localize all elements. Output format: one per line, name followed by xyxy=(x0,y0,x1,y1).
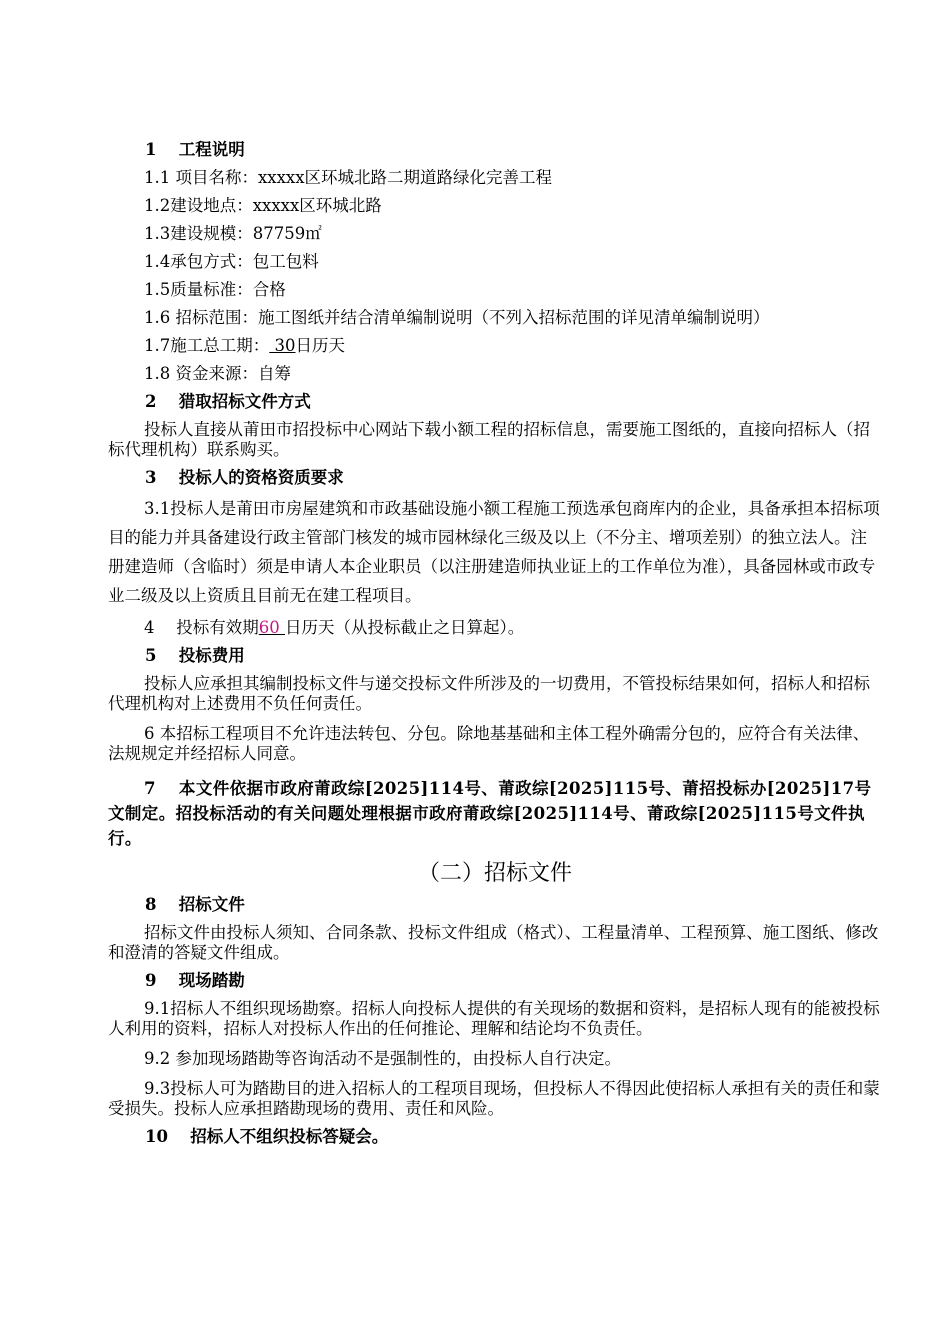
section-5-body: 投标人应承担其编制投标文件与递交投标文件所涉及的一切费用，不管投标结果如何，招标人和招标代理机构对上述费用不负任何责任。 xyxy=(108,674,870,713)
item-1-6: 1.6 招标范围：施工图纸并结合清单编制说明（不列入招标范围的详见清单编制说明） xyxy=(144,308,770,327)
item-1-5: 1.5质量标准：合格 xyxy=(144,280,286,299)
section-8-body: 招标文件由投标人须知、合同条款、投标文件组成（格式）、工程量清单、工程预算、施工图纸、修改和澄清的答疑文件组成。 xyxy=(108,923,879,962)
item-1-4: 1.4承包方式：包工包料 xyxy=(144,252,319,271)
validity-unit: 日历天（从投标截止之日算起）。 xyxy=(285,618,525,637)
section-10-heading: 10 招标人不组织投标答疑会。 xyxy=(145,1127,389,1146)
period-value: 30 xyxy=(269,336,296,355)
section-1-heading: 1 工程说明 xyxy=(145,140,245,159)
document-body xyxy=(108,140,882,1147)
section-3-body: 3.1投标人是莆田市房屋建筑和市政基础设施小额工程施工预选承包商库内的企业，具备承担本招标项目的能力并具备建设行政主管部门核发的城市园林绿化三级及以上（不分主、增项差别）的独立法人。注册建造师（含临时）须是申请人本企业职员（以注册建造师执业证上的工作单位为准），具备园林或市政专业二级及以上资质且目前无在建工程项目。 xyxy=(108,499,880,605)
section-2-body: 投标人直接从莆田市招投标中心网站下载小额工程的招标信息，需要施工图纸的，直接向招标人（招标代理机构）联系购买。 xyxy=(108,420,870,459)
section-4 xyxy=(108,618,882,638)
section-7-body: 7 本文件依据市政府莆政综[2025]114号、莆政综[2025]115号、莆招投标办[2025]17号文制定。招投标活动的有关问题处理根据市政府莆政综[2025]114号、莆政综[2025]115号文件执行。 xyxy=(108,779,872,848)
section-5-heading: 5 投标费用 xyxy=(145,646,245,665)
section-9-heading: 9 现场踏勘 xyxy=(145,971,245,990)
section-3-heading: 3 投标人的资格资质要求 xyxy=(145,468,344,487)
item-1-1: 1.1 项目名称：xxxxx区环城北路二期道路绿化完善工程 xyxy=(144,168,553,187)
section-title: （二）招标文件 xyxy=(417,861,572,886)
period-label: 1.7施工总工期： xyxy=(144,336,270,355)
item-9-1: 9.1招标人不组织现场勘察。招标人向投标人提供的有关现场的数据和资料，是招标人现有的能被投标人利用的资料，招标人对投标人作出的任何推论、理解和结论均不负责任。 xyxy=(108,999,880,1038)
period-unit: 日历天 xyxy=(295,336,345,355)
section-2-heading: 2 猎取招标文件方式 xyxy=(145,392,311,411)
section-6-body: 6 本招标工程项目不允许违法转包、分包。除地基基础和主体工程外确需分包的，应符合有关法律、法规规定并经招标人同意。 xyxy=(108,724,870,763)
section-8-heading: 8 招标文件 xyxy=(145,895,245,914)
validity-label: 4 投标有效期 xyxy=(144,618,259,637)
item-1-8: 1.8 资金来源：自筹 xyxy=(144,364,291,383)
validity-value: 60 xyxy=(258,618,285,637)
item-1-3: 1.3建设规模：87759㎡ xyxy=(144,224,322,243)
item-9-3: 9.3投标人可为踏勘目的进入招标人的工程项目现场，但投标人不得因此使招标人承担有关的责任和蒙受损失。投标人应承担踏勘现场的费用、责任和风险。 xyxy=(108,1079,880,1118)
item-1-2: 1.2建设地点：xxxxx区环城北路 xyxy=(144,196,382,215)
item-1-7 xyxy=(108,336,882,356)
item-9-2: 9.2 参加现场踏勘等咨询活动不是强制性的，由投标人自行决定。 xyxy=(144,1049,621,1068)
